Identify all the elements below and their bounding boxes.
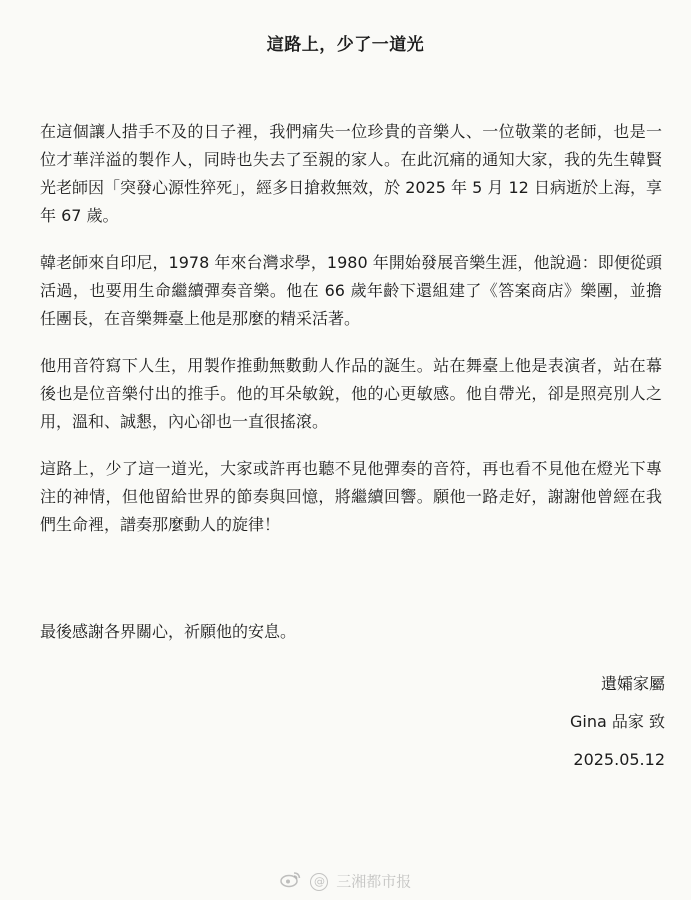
signature-name: Gina 品家 致 (570, 712, 665, 731)
statement-body (40, 118, 662, 558)
paragraph-2: 韓老師來自印尼，1978 年來台灣求學，1980 年開始發展音樂生涯，他說過：即便從頭活過，也要用生命繼續彈奏音樂。他在 66 歲年齡下還組建了《答案商店》樂團，並擔任團長，在音樂舞臺上他是那麼的精采活著。 (40, 253, 662, 328)
watermark-text: 三湘都市报 (336, 872, 412, 891)
paragraph-3: 他用音符寫下人生，用製作推動無數動人作品的誕生。站在舞臺上他是表演者，站在幕後也是位音樂付出的推手。他的耳朵敏銳，他的心更敏感。他自帶光，卻是照亮別人之用，溫和、誠懇，內心卻也一直很搖滾。 (40, 356, 662, 431)
signature-family: 遺孀家屬 (600, 674, 665, 693)
paragraph-4: 這路上，少了這一道光，大家或許再也聽不見他彈奏的音符，再也看不見他在燈光下專注的神情，但他留給世界的節奏與回憶，將繼續回響。願他一路走好，謝謝他曾經在我們生命裡，譜奏那麼動人的旋律！ (40, 459, 662, 534)
weibo-icon (280, 870, 302, 894)
page-title: 這路上，少了一道光 (266, 35, 425, 55)
at-icon: @ (310, 873, 328, 891)
closing-line: 最後感謝各界關心，祈願他的安息。 (40, 622, 297, 641)
signature-date: 2025.05.12 (573, 750, 665, 769)
paragraph-1: 在這個讓人措手不及的日子裡，我們痛失一位珍貴的音樂人、一位敬業的老師，也是一位才華洋溢的製作人，同時也失去了至親的家人。在此沉痛的通知大家，我的先生韓賢光老師因「突發心源性猝死」，經多日搶救無效，於 2025 年 5 月 12 日病逝於上海，享年 67 歲。 (40, 122, 662, 225)
watermark (0, 870, 691, 894)
